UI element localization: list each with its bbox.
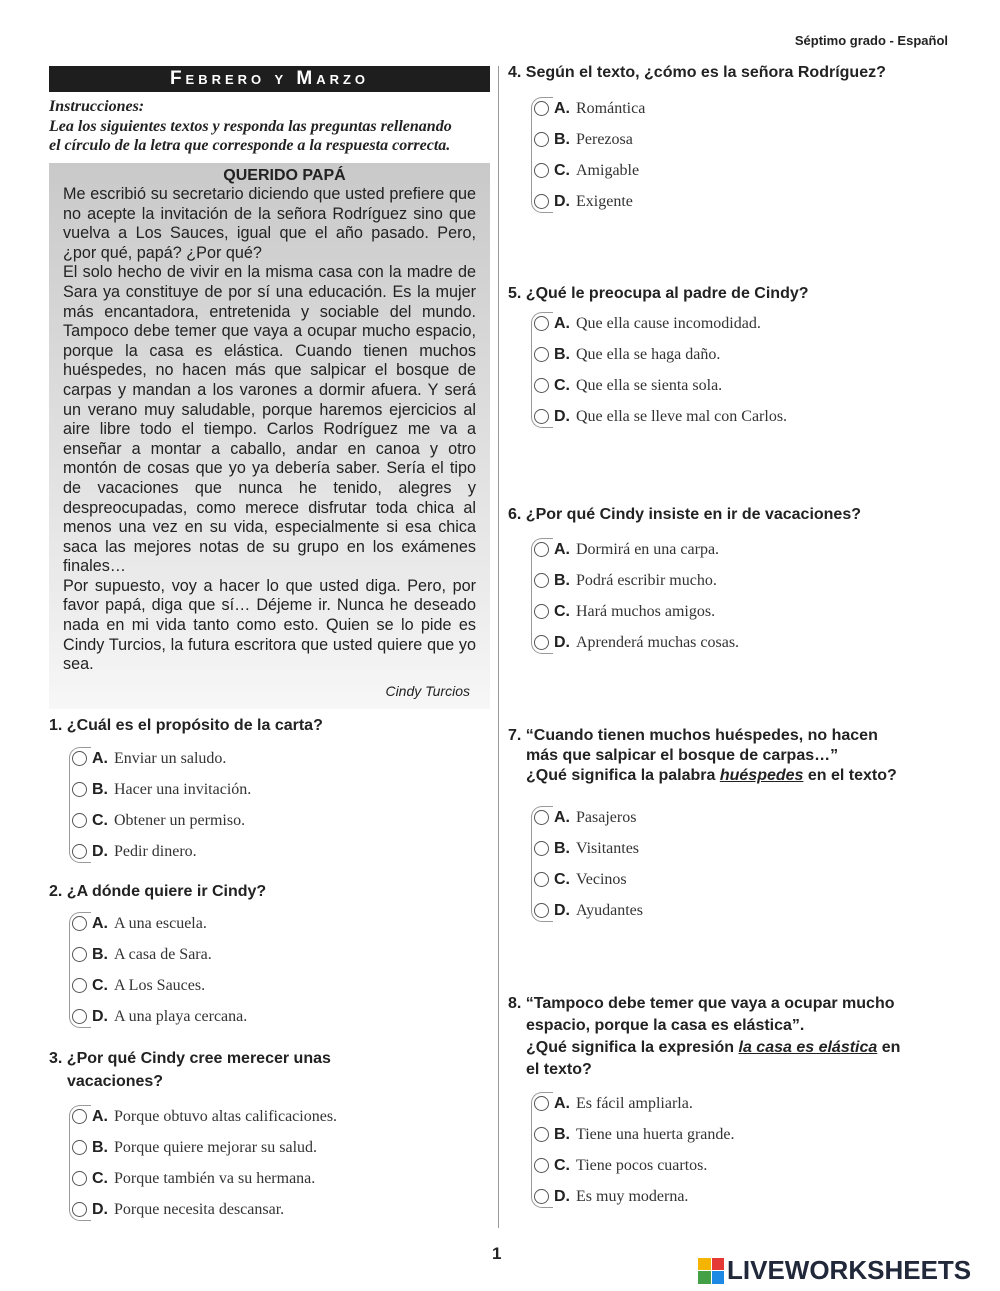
underlined-term: la casa es elástica xyxy=(738,1039,878,1056)
options-question-1 xyxy=(72,743,251,867)
question-text: 7. “Cuando tienen muchos huéspedes, no hacen xyxy=(508,727,878,744)
question-text: 3. ¿Por qué Cindy cree merecer unas xyxy=(49,1050,331,1067)
option-2b[interactable]: B. A casa de Sara. xyxy=(72,939,247,970)
options-question-6 xyxy=(534,534,739,658)
option-7d[interactable]: D. Ayudantes xyxy=(534,895,643,926)
answer-bubble-icon[interactable] xyxy=(534,316,549,331)
answer-bubble-icon[interactable] xyxy=(72,751,87,766)
answer-bubble-icon[interactable] xyxy=(72,1202,87,1217)
option-5b[interactable]: B. Que ella se haga daño. xyxy=(534,339,787,370)
question-text: 2. ¿A dónde quiere ir Cindy? xyxy=(49,883,267,900)
answer-bubble-icon[interactable] xyxy=(72,844,87,859)
option-1c[interactable]: C. Obtener un permiso. xyxy=(72,805,251,836)
option-2a[interactable]: A. A una escuela. xyxy=(72,908,247,939)
options-question-3 xyxy=(72,1101,337,1225)
option-8d[interactable]: D. Es muy moderna. xyxy=(534,1181,734,1212)
option-6c[interactable]: C. Hará muchos amigos. xyxy=(534,596,739,627)
section-title: Febrero y Marzo xyxy=(49,66,490,92)
question-2 xyxy=(49,882,266,902)
answer-bubble-icon[interactable] xyxy=(534,1127,549,1142)
question-prompt: ¿Qué significa la expresión la casa es elástica en xyxy=(526,1039,901,1056)
liveworksheets-logo xyxy=(698,1255,971,1286)
question-3 xyxy=(49,1047,331,1093)
option-3a[interactable]: A. Porque obtuvo altas calificaciones. xyxy=(72,1101,337,1132)
option-7c[interactable]: C. Vecinos xyxy=(534,864,643,895)
underlined-term: huéspedes xyxy=(719,767,804,784)
reading-body xyxy=(63,185,476,675)
answer-bubble-icon[interactable] xyxy=(72,813,87,828)
question-prompt: ¿Qué significa la palabra huéspedes en el texto? xyxy=(526,767,897,784)
answer-bubble-icon[interactable] xyxy=(72,1171,87,1186)
answer-bubble-icon[interactable] xyxy=(534,101,549,116)
answer-bubble-icon[interactable] xyxy=(534,872,549,887)
question-7 xyxy=(508,726,897,786)
answer-bubble-icon[interactable] xyxy=(534,604,549,619)
reading-box xyxy=(49,163,490,709)
column-divider xyxy=(498,66,499,1228)
option-1d[interactable]: D. Pedir dinero. xyxy=(72,836,251,867)
answer-bubble-icon[interactable] xyxy=(534,1189,549,1204)
grade-subject-header: Séptimo grado - Español xyxy=(794,33,948,48)
question-text: 4. Según el texto, ¿cómo es la señora Rodríguez? xyxy=(508,64,886,81)
answer-bubble-icon[interactable] xyxy=(534,347,549,362)
option-2c[interactable]: C. A Los Sauces. xyxy=(72,970,247,1001)
logo-text: LIVEWORKSHEETS xyxy=(727,1255,972,1285)
answer-bubble-icon[interactable] xyxy=(534,635,549,650)
answer-bubble-icon[interactable] xyxy=(534,1096,549,1111)
option-4a[interactable]: A. Romántica xyxy=(534,93,645,124)
answer-bubble-icon[interactable] xyxy=(72,1009,87,1024)
option-3b[interactable]: B. Porque quiere mejorar su salud. xyxy=(72,1132,337,1163)
instructions xyxy=(49,97,494,156)
question-text-continued: más que salpicar el bosque de carpas…” xyxy=(526,747,839,764)
question-text-continued: espacio, porque la casa es elástica”. xyxy=(526,1017,805,1034)
reading-paragraph: Me escribió su secretario diciendo que usted prefiere que no acepte la invitación de la señora Rodríguez sino que vuelva a Los Sauces, igual que el año pasado. Pero, ¿por qué, papá? ¿Por qué? xyxy=(63,185,476,262)
reading-paragraph: Por supuesto, voy a hacer lo que usted diga. Pero, por favor papá, diga que sí… Déjeme ir. Nunca he deseado nada en mi vida tanto como esto. Quien se lo pide es Cindy Turcios, la futura escritora que usted quiere que yo sea. xyxy=(63,576,476,674)
instructions-line-1: Lea los siguientes textos y responda las preguntas rellenando xyxy=(49,117,452,135)
answer-bubble-icon[interactable] xyxy=(534,132,549,147)
question-prompt-continued: el texto? xyxy=(526,1061,592,1078)
reading-signature: Cindy Turcios xyxy=(385,682,470,699)
option-1b[interactable]: B. Hacer una invitación. xyxy=(72,774,251,805)
option-6a[interactable]: A. Dormirá en una carpa. xyxy=(534,534,739,565)
option-7b[interactable]: B. Visitantes xyxy=(534,833,643,864)
option-1a[interactable]: A. Enviar un saludo. xyxy=(72,743,251,774)
option-5a[interactable]: A. Que ella cause incomodidad. xyxy=(534,308,787,339)
question-text: 6. ¿Por qué Cindy insiste en ir de vacaciones? xyxy=(508,506,861,523)
instructions-line-2: el círculo de la letra que corresponde a la respuesta correcta. xyxy=(49,137,451,154)
option-6d[interactable]: D. Aprenderá muchas cosas. xyxy=(534,627,739,658)
question-text: 1. ¿Cuál es el propósito de la carta? xyxy=(49,717,323,734)
answer-bubble-icon[interactable] xyxy=(534,810,549,825)
option-3d[interactable]: D. Porque necesita descansar. xyxy=(72,1194,337,1225)
option-6b[interactable]: B. Podrá escribir mucho. xyxy=(534,565,739,596)
option-4b[interactable]: B. Perezosa xyxy=(534,124,645,155)
question-4 xyxy=(508,63,886,83)
question-text: 8. “Tampoco debe temer que vaya a ocupar mucho xyxy=(508,995,895,1012)
answer-bubble-icon[interactable] xyxy=(534,163,549,178)
answer-bubble-icon[interactable] xyxy=(534,1158,549,1173)
option-8c[interactable]: C. Tiene pocos cuartos. xyxy=(534,1150,734,1181)
question-5 xyxy=(508,284,809,304)
question-text-continued: vacaciones? xyxy=(67,1073,164,1090)
option-5d[interactable]: D. Que ella se lleve mal con Carlos. xyxy=(534,401,787,432)
answer-bubble-icon[interactable] xyxy=(72,782,87,797)
reading-title: QUERIDO PAPÁ xyxy=(223,167,346,184)
options-question-5 xyxy=(534,308,787,432)
answer-bubble-icon[interactable] xyxy=(534,194,549,209)
option-8b[interactable]: B. Tiene una huerta grande. xyxy=(534,1119,734,1150)
option-2d[interactable]: D. A una playa cercana. xyxy=(72,1001,247,1032)
options-question-7 xyxy=(534,802,643,926)
instructions-label: Instrucciones: xyxy=(49,98,145,115)
reading-paragraph: El solo hecho de vivir en la misma casa con la madre de Sara ya constituye de por sí una educación. Es la mujer más encantadora, entretenida y sociable del mundo. Tampoco debe temer que vaya a ocupar mucho espacio, porque la casa es elástica. Cuando tienen muchos huéspedes, no hacen más que salpicar el bosque de carpas y mandan a los varones a dormir afuera. Y será un verano muy saludable, porque haremos ejercicios al aire libre todo el tiempo. Carlos Rodríguez me va a enseñar a montar a caballo, andar en canoa y otro montón de cosas que yo ya debería saber. Sería el tipo de vacaciones que nunca he tenido, alegres y despreocupadas, como merece disfrutar toda chica al menos una vez en su vida, especialmente si esa chica saca las mejores notas de su grupo en los exámenes finales… xyxy=(63,263,476,576)
question-1 xyxy=(49,716,323,736)
answer-bubble-icon[interactable] xyxy=(534,409,549,424)
question-8 xyxy=(508,993,900,1081)
options-question-8 xyxy=(534,1088,734,1212)
answer-bubble-icon[interactable] xyxy=(72,1140,87,1155)
answer-bubble-icon[interactable] xyxy=(72,916,87,931)
question-6 xyxy=(508,505,861,525)
answer-bubble-icon[interactable] xyxy=(534,573,549,588)
options-question-2 xyxy=(72,908,247,1032)
options-question-4 xyxy=(534,93,645,217)
answer-bubble-icon[interactable] xyxy=(534,841,549,856)
answer-bubble-icon[interactable] xyxy=(72,947,87,962)
page-number: 1 xyxy=(492,1244,502,1263)
answer-bubble-icon[interactable] xyxy=(72,978,87,993)
answer-bubble-icon[interactable] xyxy=(534,903,549,918)
option-5c[interactable]: C. Que ella se sienta sola. xyxy=(534,370,787,401)
option-4c[interactable]: C. Amigable xyxy=(534,155,645,186)
answer-bubble-icon[interactable] xyxy=(534,542,549,557)
question-text: 5. ¿Qué le preocupa al padre de Cindy? xyxy=(508,285,809,302)
answer-bubble-icon[interactable] xyxy=(72,1109,87,1124)
option-7a[interactable]: A. Pasajeros xyxy=(534,802,643,833)
option-8a[interactable]: A. Es fácil ampliarla. xyxy=(534,1088,734,1119)
answer-bubble-icon[interactable] xyxy=(534,378,549,393)
liveworksheets-logo-icon xyxy=(698,1258,724,1284)
option-3c[interactable]: C. Porque también va su hermana. xyxy=(72,1163,337,1194)
option-4d[interactable]: D. Exigente xyxy=(534,186,645,217)
